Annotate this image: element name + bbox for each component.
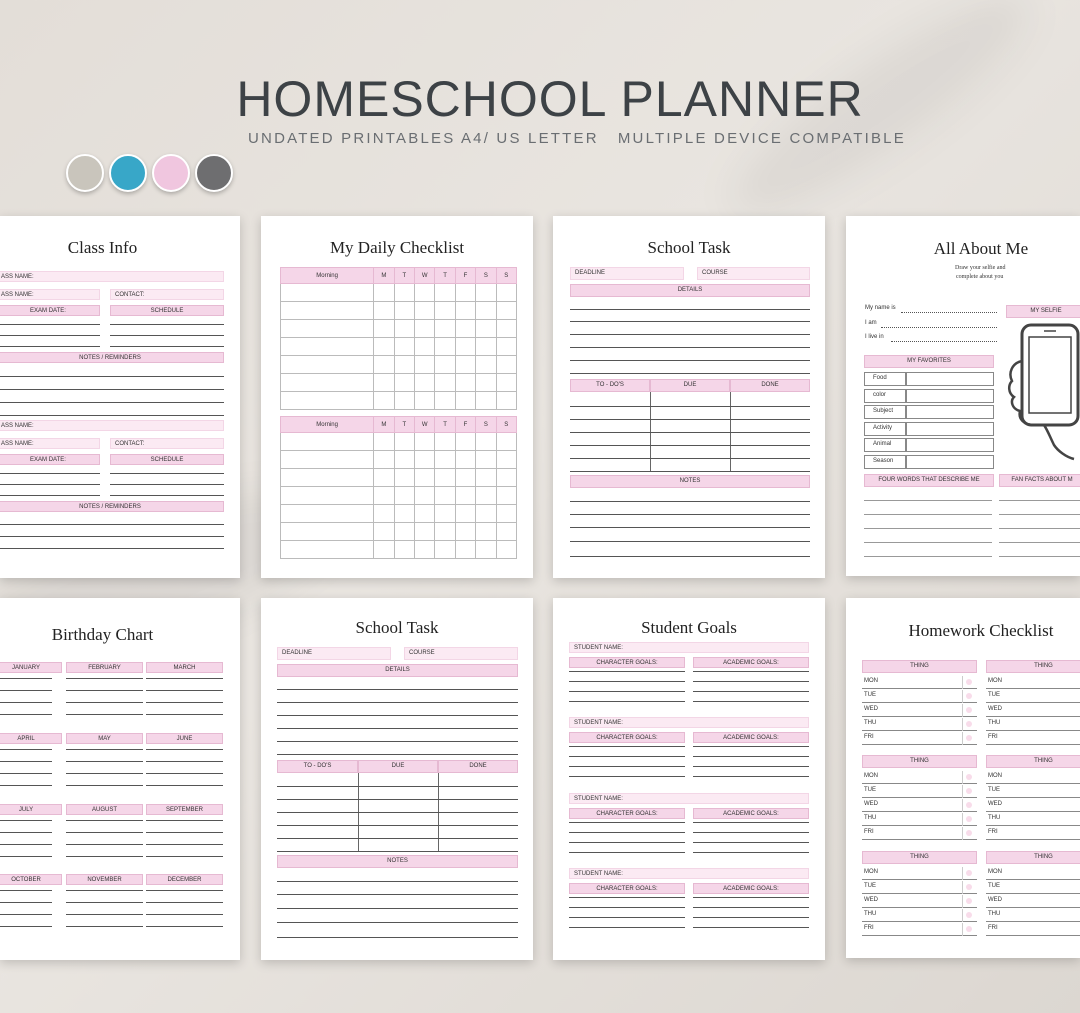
exam-date-bar: EXAM DATE: [0,454,100,465]
checklist-cell[interactable] [394,374,414,392]
checklist-cell[interactable] [281,374,374,392]
checklist-cell[interactable] [476,469,496,487]
my-selfie-bar: MY SELFIE [1006,305,1080,318]
instruction-text: Draw your selfie and [955,265,1006,271]
day-header: W [415,268,435,284]
checklist-row [281,451,517,469]
month-header: SEPTEMBER [146,804,223,815]
school-task-title: School Task [355,618,439,637]
checklist-cell[interactable] [415,338,435,356]
checklist-cell[interactable] [435,487,455,505]
my-favorites-bar: MY FAVORITES [864,355,994,368]
checklist-cell[interactable] [374,338,394,356]
checklist-cell[interactable] [455,320,475,338]
all-about-me-page [846,216,1080,576]
daily-checklist-title: My Daily Checklist [329,238,465,257]
checklist-cell[interactable] [415,541,435,559]
todos-header: TO - DO'S [277,760,358,773]
checklist-cell[interactable] [374,541,394,559]
notes-bar: NOTES [570,475,810,488]
checklist-cell[interactable] [415,302,435,320]
homework-check-dot[interactable] [966,802,972,808]
i-am-label: I am [865,320,877,326]
student-name-field[interactable]: STUDENT NAME: [569,642,809,653]
checklist-cell[interactable] [394,320,414,338]
checklist-cell[interactable] [496,541,516,559]
month-header: DECEMBER [146,874,223,885]
homework-day-label: WED [988,801,1002,807]
checklist-cell[interactable] [394,523,414,541]
homework-day-label: MON [864,678,878,684]
row-header: Morning [281,417,374,433]
checklist-cell[interactable] [374,451,394,469]
favorite-answer-field[interactable] [906,422,994,436]
homework-check-dot[interactable] [966,735,972,741]
homework-day-label: TUE [864,883,876,889]
homework-day-label: FRI [988,925,998,931]
checklist-cell[interactable] [415,356,435,374]
checklist-cell[interactable] [415,392,435,410]
checklist-row [281,320,517,338]
homework-day-label: MON [864,869,878,875]
homework-day-label: THU [988,911,1001,917]
class-name-bar: ASS NAME: [0,289,100,300]
checklist-cell[interactable] [496,356,516,374]
checklist-cell[interactable] [415,320,435,338]
color-swatch-pink[interactable] [152,154,190,192]
checklist-cell[interactable] [394,302,414,320]
checklist-cell[interactable] [455,451,475,469]
checklist-cell[interactable] [281,469,374,487]
notes-bar: NOTES / REMINDERS [0,501,224,512]
checklist-cell[interactable] [476,523,496,541]
checklist-cell[interactable] [394,356,414,374]
checklist-cell[interactable] [374,320,394,338]
details-bar: DETAILS [570,284,810,297]
checklist-cell[interactable] [455,374,475,392]
favorite-answer-field[interactable] [906,438,994,452]
checklist-cell[interactable] [394,541,414,559]
checklist-cell[interactable] [374,487,394,505]
color-swatch-blue[interactable] [109,154,147,192]
checklist-row [281,505,517,523]
favorite-label: Activity [873,424,893,431]
thing-header: THING [986,660,1080,673]
homework-day-label: MON [988,678,1002,684]
homework-day-label: TUE [988,692,1000,698]
color-swatch-beige[interactable] [66,154,104,192]
favorite-answer-field[interactable] [906,372,994,386]
homework-day-label: WED [864,706,878,712]
thing-header: THING [986,851,1080,864]
checklist-cell[interactable] [394,433,414,451]
month-header: JUNE [146,733,223,744]
homework-checklist-page [846,598,1080,958]
checklist-cell[interactable] [281,433,374,451]
instruction-text: complete about you [956,274,1004,280]
month-header: JULY [0,804,62,815]
month-header: JANUARY [0,662,62,673]
checklist-cell[interactable] [455,541,475,559]
my-name-label: My name is [865,305,896,311]
phone-hand-icon [1004,321,1080,461]
checklist-cell[interactable] [455,469,475,487]
checklist-cell[interactable] [496,374,516,392]
homework-check-dot[interactable] [966,774,972,780]
day-header: T [435,268,455,284]
checklist-cell[interactable] [435,284,455,302]
checklist-cell[interactable] [455,356,475,374]
four-words-bar: FOUR WORDS THAT DESCRIBE ME [864,474,994,487]
checklist-cell[interactable] [415,523,435,541]
class-name-bar: ASS NAME: [0,420,224,431]
homework-day-label: TUE [864,692,876,698]
day-header: T [394,417,414,433]
deadline-field[interactable]: DEADLINE [277,647,391,660]
deadline-field[interactable]: DEADLINE [570,267,684,280]
checklist-cell[interactable] [394,392,414,410]
checklist-cell[interactable] [476,284,496,302]
character-goals-bar: CHARACTER GOALS: [569,732,685,743]
checklist-cell[interactable] [374,392,394,410]
homework-check-dot[interactable] [966,693,972,699]
checklist-cell[interactable] [281,302,374,320]
checklist-cell[interactable] [281,338,374,356]
checklist-cell[interactable] [455,302,475,320]
checklist-cell[interactable] [374,374,394,392]
month-header: AUGUST [66,804,143,815]
homework-day-label: THU [864,815,877,821]
checklist-cell[interactable] [476,374,496,392]
school-task-page [553,216,825,578]
homework-day-label: WED [988,706,1002,712]
day-header: S [496,268,516,284]
checklist-cell[interactable] [415,487,435,505]
checklist-cell[interactable] [435,392,455,410]
checklist-cell[interactable] [374,284,394,302]
checklist-cell[interactable] [281,284,374,302]
homework-check-dot[interactable] [966,679,972,685]
homework-day-label: MON [988,869,1002,875]
checklist-cell[interactable] [455,523,475,541]
checklist-cell[interactable] [435,338,455,356]
month-header: MAY [66,733,143,744]
checklist-row [281,523,517,541]
checklist-cell[interactable] [394,284,414,302]
academic-goals-bar: ACADEMIC GOALS: [693,657,809,668]
checklist-cell[interactable] [435,505,455,523]
homework-checklist-title: Homework Checklist [908,621,1054,640]
checklist-cell[interactable] [476,338,496,356]
checklist-cell[interactable] [415,284,435,302]
due-header: DUE [650,379,730,392]
schedule-bar: SCHEDULE [110,305,224,316]
checklist-cell[interactable] [496,451,516,469]
contact-bar: CONTACT: [110,289,224,300]
checklist-row [281,338,517,356]
month-header: APRIL [0,733,62,744]
checklist-row [281,302,517,320]
student-name-field[interactable]: STUDENT NAME: [569,717,809,728]
homework-day-label: FRI [864,925,874,931]
checklist-cell[interactable] [476,451,496,469]
month-header: FEBRUARY [66,662,143,673]
done-header: DONE [438,760,518,773]
checklist-cell[interactable] [476,392,496,410]
class-info-title: Class Info [67,238,138,257]
birthday-chart-title: Birthday Chart [51,625,154,644]
checklist-cell[interactable] [476,433,496,451]
checklist-cell[interactable] [394,451,414,469]
checklist-cell[interactable] [435,320,455,338]
done-header: DONE [730,379,810,392]
checklist-cell[interactable] [435,356,455,374]
checklist-cell[interactable] [435,374,455,392]
day-header: F [455,417,475,433]
day-header: F [455,268,475,284]
homework-day-label: THU [988,815,1001,821]
homework-day-label: TUE [988,883,1000,889]
checklist-cell[interactable] [394,505,414,523]
checklist-cell[interactable] [281,487,374,505]
student-goals-page [553,598,825,960]
checklist-cell[interactable] [435,523,455,541]
academic-goals-bar: ACADEMIC GOALS: [693,732,809,743]
month-header: MARCH [146,662,223,673]
thing-header: THING [862,851,977,864]
homework-day-label: MON [864,773,878,779]
checklist-cell[interactable] [435,451,455,469]
favorite-label: color [873,391,887,398]
checklist-cell[interactable] [415,505,435,523]
checklist-cell[interactable] [496,284,516,302]
checklist-cell[interactable] [281,392,374,410]
homework-check-dot[interactable] [966,830,972,836]
checklist-cell[interactable] [496,469,516,487]
details-bar: DETAILS [277,664,518,677]
birthday-chart-page [0,598,240,960]
checklist-cell[interactable] [394,469,414,487]
homework-day-label: TUE [988,787,1000,793]
row-header: Morning [281,268,374,284]
favorite-label: Food [873,375,887,381]
checklist-cell[interactable] [476,541,496,559]
homework-check-dot[interactable] [966,912,972,918]
checklist-cell[interactable] [394,338,414,356]
notes-bar: NOTES / REMINDERS [0,352,224,363]
homework-check-dot[interactable] [966,870,972,876]
notes-bar: NOTES [277,855,518,868]
page-title: HOMESCHOOL PLANNER [236,71,864,127]
month-header: OCTOBER [0,874,62,885]
checklist-cell[interactable] [435,302,455,320]
checklist-cell[interactable] [415,433,435,451]
homework-day-label: FRI [988,734,998,740]
academic-goals-bar: ACADEMIC GOALS: [693,808,809,819]
character-goals-bar: CHARACTER GOALS: [569,808,685,819]
checklist-cell[interactable] [496,433,516,451]
checklist-cell[interactable] [281,320,374,338]
homework-day-label: WED [988,897,1002,903]
checklist-row [281,541,517,559]
thing-header: THING [862,660,977,673]
checklist-grid-1 [280,267,517,410]
exam-date-bar: EXAM DATE: [0,305,100,316]
favorite-label: Subject [873,408,894,414]
checklist-cell[interactable] [374,469,394,487]
school-task-page-2 [261,598,533,960]
homework-check-dot[interactable] [966,926,972,932]
checklist-row [281,392,517,410]
favorite-answer-field[interactable] [906,389,994,403]
checklist-cell[interactable] [496,523,516,541]
checklist-cell[interactable] [281,356,374,374]
day-header: W [415,417,435,433]
day-header: T [394,268,414,284]
todos-header: TO - DO'S [570,379,650,392]
student-name-field[interactable]: STUDENT NAME: [569,793,809,804]
schedule-bar: SCHEDULE [110,454,224,465]
subtitle: UNDATED PRINTABLES A4/ US LETTER MULTIPLE DEVICE COMPATIBLE [248,130,906,147]
checklist-cell[interactable] [496,320,516,338]
checklist-cell[interactable] [476,302,496,320]
checklist-cell[interactable] [394,487,414,505]
homework-check-dot[interactable] [966,816,972,822]
checklist-cell[interactable] [496,392,516,410]
checklist-cell[interactable] [476,356,496,374]
day-header: T [435,417,455,433]
favorite-label: Animal [873,441,892,447]
homework-day-label: THU [864,911,877,917]
checklist-cell[interactable] [476,320,496,338]
checklist-cell[interactable] [415,469,435,487]
homework-day-label: THU [988,720,1001,726]
student-goals-title: Student Goals [641,618,737,637]
checklist-cell[interactable] [455,505,475,523]
checklist-cell[interactable] [374,433,394,451]
class-name-bar: ASS NAME: [0,438,100,449]
checklist-cell[interactable] [476,505,496,523]
homework-day-label: FRI [988,829,998,835]
checklist-cell[interactable] [496,505,516,523]
homework-day-label: FRI [864,734,874,740]
checklist-cell[interactable] [455,284,475,302]
homework-check-dot[interactable] [966,721,972,727]
homework-check-dot[interactable] [966,707,972,713]
homework-check-dot[interactable] [966,788,972,794]
checklist-cell[interactable] [281,541,374,559]
character-goals-bar: CHARACTER GOALS: [569,883,685,894]
checklist-cell[interactable] [455,433,475,451]
day-header: S [476,268,496,284]
course-field[interactable]: COURSE [404,647,518,660]
checklist-cell[interactable] [455,487,475,505]
class-name-bar: ASS NAME: [0,271,224,282]
homework-day-label: WED [864,897,878,903]
checklist-cell[interactable] [455,338,475,356]
checklist-cell[interactable] [435,469,455,487]
checklist-row [281,469,517,487]
checklist-cell[interactable] [415,451,435,469]
checklist-cell[interactable] [374,356,394,374]
checklist-cell[interactable] [374,302,394,320]
due-header: DUE [358,760,438,773]
checklist-cell[interactable] [496,487,516,505]
checklist-cell[interactable] [476,487,496,505]
checklist-cell[interactable] [496,302,516,320]
day-header: S [496,417,516,433]
favorite-answer-field[interactable] [906,455,994,469]
checklist-cell[interactable] [281,505,374,523]
i-live-label: I live in [865,334,884,340]
student-name-field[interactable]: STUDENT NAME: [569,868,809,879]
daily-checklist-page [261,216,533,578]
favorite-label: Season [873,457,894,464]
checklist-row [281,433,517,451]
homework-day-label: THU [864,720,877,726]
class-info-page [0,216,240,578]
checklist-row [281,487,517,505]
school-task-title: School Task [647,238,731,257]
day-header: M [374,268,394,284]
checklist-cell[interactable] [455,392,475,410]
course-field[interactable]: COURSE [697,267,810,280]
homework-day-label: WED [864,801,878,807]
checklist-cell[interactable] [496,338,516,356]
checklist-cell[interactable] [374,523,394,541]
color-swatch-gray[interactable] [195,154,233,192]
checklist-cell[interactable] [281,523,374,541]
day-header: M [374,417,394,433]
character-goals-bar: CHARACTER GOALS: [569,657,685,668]
checklist-grid-2 [280,416,517,559]
homework-day-label: TUE [864,787,876,793]
academic-goals-bar: ACADEMIC GOALS: [693,883,809,894]
checklist-row [281,374,517,392]
checklist-cell[interactable] [374,505,394,523]
contact-bar: CONTACT: [110,438,224,449]
month-header: NOVEMBER [66,874,143,885]
homework-day-label: MON [988,773,1002,779]
homework-check-dot[interactable] [966,884,972,890]
checklist-row [281,284,517,302]
favorite-answer-field[interactable] [906,405,994,419]
homework-day-label: FRI [864,829,874,835]
all-about-me-title: All About Me [933,239,1029,258]
checklist-cell[interactable] [281,451,374,469]
checklist-cell[interactable] [435,541,455,559]
fun-facts-bar: FAN FACTS ABOUT M [999,474,1080,487]
checklist-cell[interactable] [415,374,435,392]
checklist-row [281,356,517,374]
day-header: S [476,417,496,433]
thing-header: THING [986,755,1080,768]
homework-check-dot[interactable] [966,898,972,904]
thing-header: THING [862,755,977,768]
checklist-cell[interactable] [435,433,455,451]
